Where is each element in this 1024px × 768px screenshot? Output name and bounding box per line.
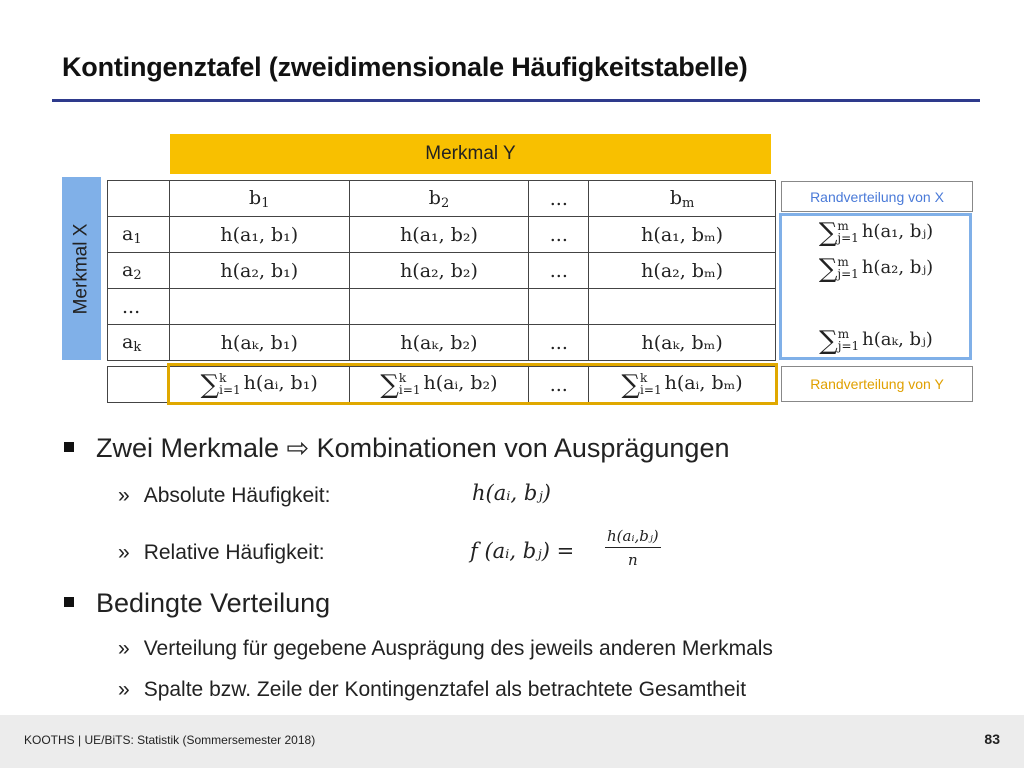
sub-bullet-verteilung: » Verteilung für gegebene Ausprägung des jeweils anderen Merkmals <box>118 637 773 660</box>
header-cell-ellipsis: ... <box>529 181 589 217</box>
marginal-y-cell: ... <box>529 367 589 403</box>
table-cell: ... <box>529 253 589 289</box>
table-cell: h(a₂, bₘ) <box>589 253 776 289</box>
sum-symbol-icon: ∑ <box>818 218 838 248</box>
marginal-y-corner <box>108 367 170 403</box>
marginal-y-highlight <box>167 363 778 405</box>
bullet-square-icon <box>64 442 74 452</box>
merkmal-y-label: Merkmal Y <box>425 143 516 164</box>
table-cell <box>589 289 776 325</box>
merkmal-x-label: Merkmal X <box>70 223 92 314</box>
merkmal-x-header <box>62 177 101 360</box>
sum-symbol-icon: ∑ <box>819 326 838 356</box>
sub-bullet-spalte: » Spalte bzw. Zeile der Kontingenztafel als betrachtete Gesamtheit <box>118 678 747 701</box>
sub-bullet-absolute: » Absolute Häufigkeit: <box>118 484 331 507</box>
slide-title: Kontingenztafel (zweidimensionale Häufigkeitstabelle) <box>62 52 748 82</box>
table-row <box>108 325 776 361</box>
sum-symbol-icon: ∑ <box>818 254 838 284</box>
title-divider <box>52 99 980 102</box>
fraction-numerator: h(aᵢ,bⱼ) <box>605 527 661 548</box>
sum-symbol-icon: ∑ <box>380 369 399 400</box>
marginal-y-cell: ∑ k i=1 h(aᵢ, bₘ) <box>589 367 776 403</box>
table-cell: h(a₂, b₂) <box>349 253 529 289</box>
table-cell <box>349 289 529 325</box>
header-cell-b1: $b_1$ <box>169 181 349 217</box>
chevron-icon: » <box>118 541 130 564</box>
chevron-icon: » <box>118 637 130 660</box>
marginal-y-cell: ∑ k i=1 h(aᵢ, b₂) <box>349 367 529 403</box>
row-label-a2: $a_2$ <box>108 253 170 289</box>
table-cell: h(aₖ, b₂) <box>349 325 529 361</box>
bullet-bedingte-verteilung: Bedingte Verteilung <box>64 588 330 619</box>
rand-y-label: Randverteilung von Y <box>781 366 973 402</box>
merkmal-y-header <box>170 134 771 174</box>
marginal-x-cell: ∑ m j=1 h(aₖ, bⱼ) <box>819 326 933 356</box>
formula-fraction <box>605 527 661 569</box>
table-cell <box>529 289 589 325</box>
contingency-table <box>107 180 776 361</box>
table-cell: h(aₖ, bₘ) <box>589 325 776 361</box>
chevron-icon: » <box>118 484 130 507</box>
table-cell: ... <box>529 217 589 253</box>
header-cell-bm: $b_m$ <box>589 181 776 217</box>
rand-x-label: Randverteilung von X <box>781 181 973 212</box>
chevron-icon: » <box>118 678 130 701</box>
bullet-square-icon <box>64 597 74 607</box>
marginal-x-cell: ∑ m j=1 h(a₁, bⱼ) <box>818 218 934 248</box>
table-cell: h(aₖ, b₁) <box>169 325 349 361</box>
fraction-denominator: n <box>628 551 638 569</box>
table-row <box>108 253 776 289</box>
table-row <box>108 289 776 325</box>
header-cell-b2: $b_2$ <box>349 181 529 217</box>
table-corner-cell <box>108 181 170 217</box>
row-label-a1: $a_1$ <box>108 217 170 253</box>
bullet-zwei-merkmale: Zwei Merkmale ⇨ Kombinationen von Ausprägungen <box>64 433 729 464</box>
sum-symbol-icon: ∑ <box>621 369 641 400</box>
table-cell: h(a₁, b₁) <box>169 217 349 253</box>
sum-symbol-icon: ∑ <box>200 369 220 400</box>
table-cell: h(a₁, bₘ) <box>589 217 776 253</box>
sub-bullet-relative: » Relative Häufigkeit: <box>118 541 325 564</box>
row-label-ak: $a_k$ <box>108 325 170 361</box>
table-cell: h(a₂, b₁) <box>169 253 349 289</box>
table-cell <box>169 289 349 325</box>
formula-relative: f (aᵢ, bⱼ) = <box>470 539 575 563</box>
table-cell: ... <box>529 325 589 361</box>
table-row <box>108 217 776 253</box>
table-cell: h(a₁, b₂) <box>349 217 529 253</box>
row-label-ellipsis: ... <box>108 289 170 325</box>
footer-text: KOOTHS | UE/BiTS: Statistik (Sommersemester 2018) <box>24 733 316 747</box>
formula-absolute: h(aᵢ, bⱼ) <box>472 481 551 505</box>
page-number: 83 <box>984 731 1000 747</box>
marginal-y-cell: ∑ k i=1 h(aᵢ, b₁) <box>169 367 349 403</box>
marginal-x-cell: ∑ m j=1 h(a₂, bⱼ) <box>818 254 934 284</box>
table-header-row <box>108 181 776 217</box>
